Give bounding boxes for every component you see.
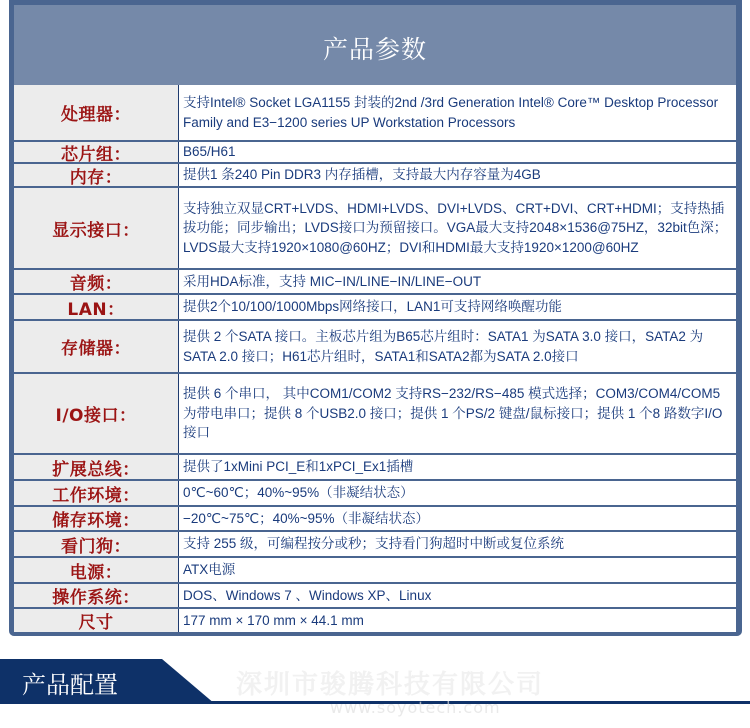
spec-row bbox=[14, 372, 736, 453]
spec-row bbox=[14, 85, 736, 140]
spec-value-text: −20℃~75℃；40%~95%（非凝结状态） bbox=[183, 510, 430, 526]
spec-label: 尺寸 bbox=[14, 609, 179, 632]
spec-value bbox=[179, 321, 736, 372]
spec-row bbox=[14, 556, 736, 582]
spec-value bbox=[179, 374, 736, 453]
spec-label: LAN： bbox=[14, 295, 179, 319]
spec-row bbox=[14, 319, 736, 372]
spec-value-text: B65/H61 bbox=[183, 144, 236, 160]
spec-value bbox=[179, 584, 736, 607]
spec-row bbox=[14, 607, 736, 632]
spec-value-text: 提供了1xMini PCI_E和1xPCI_Ex1插槽 bbox=[183, 459, 414, 475]
spec-value bbox=[179, 609, 736, 632]
spec-value bbox=[179, 455, 736, 479]
spec-label: 看门狗： bbox=[14, 532, 179, 556]
spec-label: 存储器： bbox=[14, 321, 179, 372]
spec-value-text: 支持 255 级，可编程按分或秒；支持看门狗超时中断或复位系统 bbox=[183, 536, 565, 552]
spec-label: 芯片组： bbox=[14, 142, 179, 162]
spec-value bbox=[179, 481, 736, 505]
spec-title: 产品参数 bbox=[322, 35, 427, 64]
spec-value-text: 提供 2 个SATA 接口。主板芯片组为B65芯片组时：SATA1 为SATA 3.0 接口，SATA2 为SATA 2.0 接口；H61芯片组时，SATA1和SATA2都为SATA 2.0接口 bbox=[183, 329, 704, 364]
spec-value bbox=[179, 558, 736, 582]
spec-value bbox=[179, 295, 736, 319]
spec-value-text: ATX电源 bbox=[183, 562, 236, 578]
spec-value-text: DOS、Windows 7 、Windows XP、Linux bbox=[183, 587, 432, 603]
watermark-url: www.soyotech.com bbox=[330, 698, 501, 717]
spec-value bbox=[179, 142, 736, 162]
spec-label: 处理器： bbox=[14, 85, 179, 140]
spec-label: 电源： bbox=[14, 558, 179, 582]
spec-value bbox=[179, 85, 736, 140]
spec-label: 工作环境： bbox=[14, 481, 179, 505]
spec-table bbox=[14, 85, 736, 632]
spec-label: 储存环境： bbox=[14, 507, 179, 530]
watermark-company: 深圳市骏腾科技有限公司 bbox=[236, 670, 545, 700]
spec-table-frame bbox=[9, 0, 742, 636]
spec-value-text: 支持独立双显CRT+LVDS、HDMI+LVDS、DVI+LVDS、CRT+DVI、CRT+HDMI；支持热插拔功能；同步输出；LVDS接口为预留接口。VGA最大支持2048×1536@75HZ，32bit色深；LVDS最大支持1920×1080@60HZ；DVI和HDMI最大支持1920×1200@60HZ bbox=[183, 200, 728, 255]
spec-label: I/O接口： bbox=[14, 374, 179, 453]
spec-value-text: 177 mm × 170 mm × 44.1 mm bbox=[183, 612, 364, 628]
spec-value bbox=[179, 507, 736, 530]
spec-row bbox=[14, 186, 736, 268]
spec-value bbox=[179, 188, 736, 268]
spec-label: 内存： bbox=[14, 164, 179, 186]
spec-row bbox=[14, 453, 736, 479]
spec-row bbox=[14, 268, 736, 293]
spec-value-text: 支持Intel® Socket LGA1155 封装的2nd /3rd Generation Intel® Core™ Desktop Processor Family and E3−1200 series UP Workstation Processors bbox=[183, 95, 719, 130]
spec-row bbox=[14, 293, 736, 319]
spec-value-text: 提供 6 个串口， 其中COM1/COM2 支持RS−232/RS−485 模式选择；COM3/COM4/COM5 为带电串口；提供 8 个USB2.0 接口；提供 1 个PS/2 键盘/鼠标接口；提供 1 个8 路数字I/O 接口 bbox=[183, 386, 723, 441]
spec-row bbox=[14, 505, 736, 530]
spec-header bbox=[14, 5, 736, 85]
spec-row bbox=[14, 479, 736, 505]
spec-value bbox=[179, 532, 736, 556]
spec-row bbox=[14, 162, 736, 186]
spec-label: 显示接口： bbox=[14, 188, 179, 268]
spec-label: 音频： bbox=[14, 270, 179, 293]
spec-value-text: 提供2个10/100/1000Mbps网络接口，LAN1可支持网络唤醒功能 bbox=[183, 299, 562, 315]
spec-value-text: 采用HDA标准，支持 MIC−IN/LINE−IN/LINE−OUT bbox=[183, 273, 482, 289]
spec-row bbox=[14, 140, 736, 165]
spec-row bbox=[14, 530, 736, 556]
config-section-title: 产品配置 bbox=[22, 671, 118, 699]
spec-value bbox=[179, 270, 736, 293]
spec-value bbox=[179, 164, 736, 186]
spec-row bbox=[14, 582, 736, 607]
spec-value-text: 提供1 条240 Pin DDR3 内存插槽，支持最大内存容量为4GB bbox=[183, 167, 541, 183]
spec-label: 操作系统： bbox=[14, 584, 179, 607]
spec-value-text: 0℃~60℃；40%~95%（非凝结状态） bbox=[183, 485, 414, 501]
spec-label: 扩展总线： bbox=[14, 455, 179, 479]
